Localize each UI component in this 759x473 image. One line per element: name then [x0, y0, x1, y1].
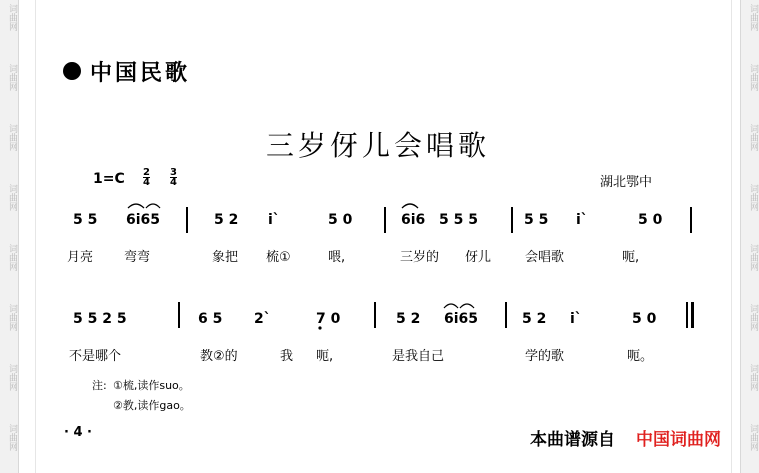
watermark-text: 词曲网 [7, 244, 17, 271]
lyric: 呃, [316, 349, 334, 364]
watermark-text: 词曲网 [748, 424, 758, 451]
lyric: 月亮 [67, 250, 94, 265]
lyric: 呃, [622, 250, 640, 265]
lyric: 呃。 [627, 349, 654, 364]
note-group: 5 5 [73, 212, 98, 228]
slur [146, 204, 160, 208]
watermark-text: 词曲网 [748, 64, 758, 91]
watermark-text: 词曲网 [7, 304, 17, 331]
lyric: 象把 [212, 250, 239, 265]
note-group: 6i65 [444, 311, 479, 327]
watermark-text: 词曲网 [7, 364, 17, 391]
note-group: 2` [254, 311, 271, 327]
lyric: 弯弯 [124, 250, 151, 265]
note-group: 5 0 [638, 212, 663, 228]
note-group: 5 2 [214, 212, 239, 228]
note-group: 6 5 [198, 311, 223, 327]
note-group: 5 0 [632, 311, 657, 327]
slur [402, 204, 418, 208]
watermark-text: 词曲网 [748, 124, 758, 151]
note-group: i` [268, 212, 280, 228]
watermark-text: 词曲网 [748, 244, 758, 271]
slur [460, 304, 474, 308]
lyric: 学的歌 [525, 349, 565, 364]
barline [505, 302, 507, 328]
watermark-text: 词曲网 [748, 184, 758, 211]
lyric: 喂, [328, 250, 346, 265]
watermark-text: 词曲网 [748, 364, 758, 391]
note-group: 5 2 [396, 311, 421, 327]
key-signature: 1=C [93, 171, 125, 187]
note-group: 6i6 [401, 212, 426, 228]
final-barline-thick [691, 302, 694, 328]
time-signature-3-4: 3 4 [170, 167, 177, 188]
note-group: 5 5 [524, 212, 549, 228]
footnote-2: ②教,读作gao。 [113, 399, 191, 412]
note-group: i` [570, 311, 582, 327]
site-name-link[interactable]: 中国词曲网 [636, 430, 721, 450]
lyrics-line-1 [62, 246, 702, 266]
slur [128, 204, 144, 208]
note-group: 5 0 [328, 212, 353, 228]
watermark-text: 词曲网 [7, 124, 17, 151]
lyric: 我 [280, 349, 294, 364]
watermark-text: 词曲网 [7, 184, 17, 211]
note-group: 7 0 [316, 311, 341, 327]
barline [374, 302, 376, 328]
lyric: 是我自己 [392, 349, 445, 364]
lyric: 三岁的 [400, 250, 440, 265]
song-origin: 湖北鄂中 [600, 175, 653, 190]
footnote-label: 注: [92, 379, 107, 392]
lyric: 伢儿 [465, 250, 492, 265]
lyrics-line-2 [62, 345, 702, 365]
watermark-text: 词曲网 [748, 304, 758, 331]
watermark-text: 词曲网 [7, 424, 17, 451]
note-group: 5 2 [522, 311, 547, 327]
note-group: 5 5 2 5 [73, 311, 127, 327]
barline [178, 302, 180, 328]
lyric: 会唱歌 [525, 250, 565, 265]
time-signature-2-4: 2 4 [143, 167, 150, 188]
watermark-text: 词曲网 [748, 4, 758, 31]
lyric: 梳① [266, 250, 291, 265]
watermark-text: 词曲网 [7, 64, 17, 91]
lyric: 不是哪个 [69, 349, 122, 364]
lyric: 教②的 [200, 349, 238, 364]
footnote-1: ①梳,读作suo。 [113, 379, 190, 392]
source-label: 本曲谱源自 [530, 430, 615, 450]
note-group: i` [576, 212, 588, 228]
section-heading: 中国民歌 [90, 61, 191, 86]
note-group: 5 5 5 [439, 212, 478, 228]
watermark-text: 词曲网 [7, 4, 17, 31]
final-barline-thin [686, 302, 688, 328]
note-group: 6i65 [126, 212, 161, 228]
slur [444, 304, 458, 308]
song-title: 三岁伢儿会唱歌 [266, 129, 491, 162]
page-number: · 4 · [64, 425, 92, 440]
